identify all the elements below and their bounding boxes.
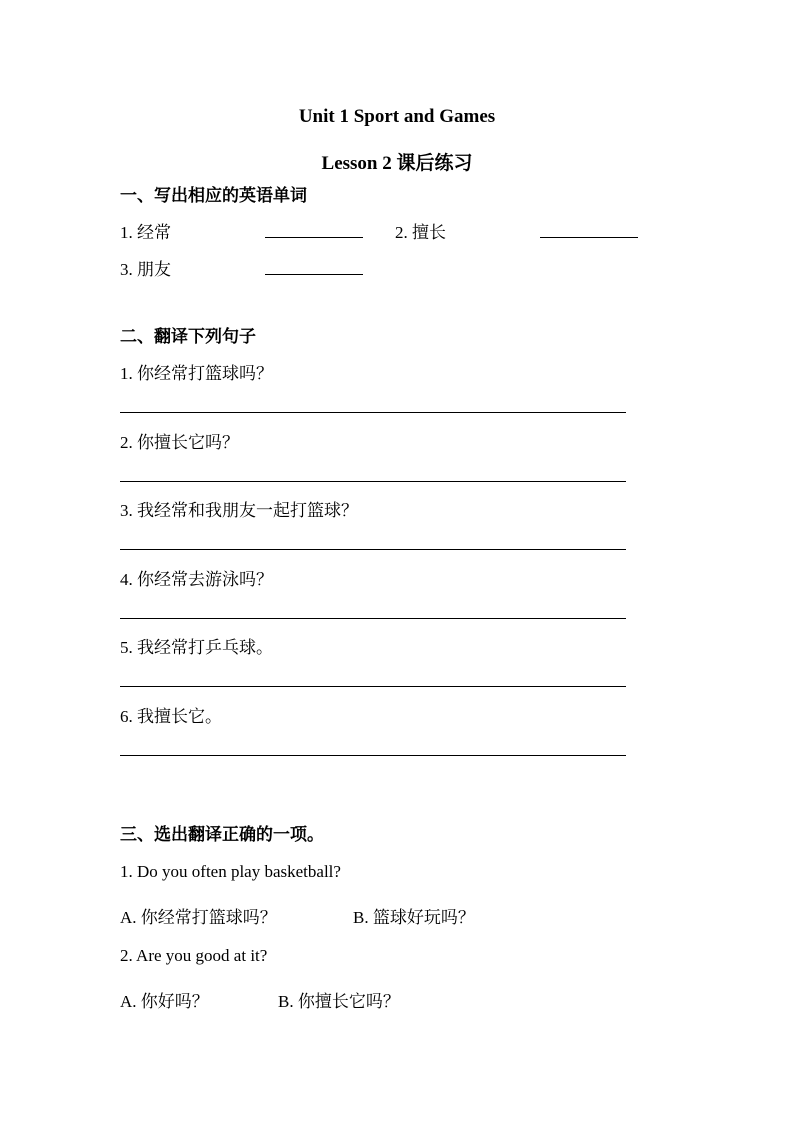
choice-1-option-b[interactable]: B. 篮球好玩吗？ xyxy=(353,908,475,927)
choice-question-2: 2. Are you good at it? xyxy=(120,946,268,965)
lesson-title: Lesson 2 课后练习 xyxy=(321,153,473,174)
translate-answer-line-4[interactable] xyxy=(120,618,626,619)
vocab-blank-2[interactable] xyxy=(540,237,638,238)
choice-question-1: 1. Do you often play basketball? xyxy=(120,862,341,881)
translate-item-3: 3. 我经常和我朋友一起打篮球？ xyxy=(120,501,358,520)
vocab-blank-1[interactable] xyxy=(265,237,363,238)
translate-item-1: 1. 你经常打篮球吗？ xyxy=(120,364,273,383)
choice-2-option-b[interactable]: B. 你擅长它吗？ xyxy=(278,992,400,1011)
vocab-item-2: 2. 擅长 xyxy=(395,223,446,242)
choice-1-option-a[interactable]: A. 你经常打篮球吗？ xyxy=(120,908,277,927)
translate-answer-line-1[interactable] xyxy=(120,412,626,413)
translate-answer-line-6[interactable] xyxy=(120,755,626,756)
translate-answer-line-5[interactable] xyxy=(120,686,626,687)
vocab-item-1: 1. 经常 xyxy=(120,223,171,242)
choice-2-option-a[interactable]: A. 你好吗？ xyxy=(120,992,209,1011)
translate-item-2: 2. 你擅长它吗？ xyxy=(120,433,239,452)
vocab-item-3: 3. 朋友 xyxy=(120,260,171,279)
translate-item-4: 4. 你经常去游泳吗？ xyxy=(120,570,273,589)
unit-title: Unit 1 Sport and Games xyxy=(298,106,496,127)
translate-item-6: 6. 我擅长它。 xyxy=(120,707,222,726)
section-3-heading: 三、选出翻译正确的一项。 xyxy=(120,825,324,844)
translate-answer-line-2[interactable] xyxy=(120,481,626,482)
translate-answer-line-3[interactable] xyxy=(120,549,626,550)
translate-item-5: 5. 我经常打乒乓球。 xyxy=(120,638,273,657)
section-2-heading: 二、翻译下列句子 xyxy=(120,327,256,346)
vocab-blank-3[interactable] xyxy=(265,274,363,275)
section-1-heading: 一、写出相应的英语单词 xyxy=(120,186,307,205)
